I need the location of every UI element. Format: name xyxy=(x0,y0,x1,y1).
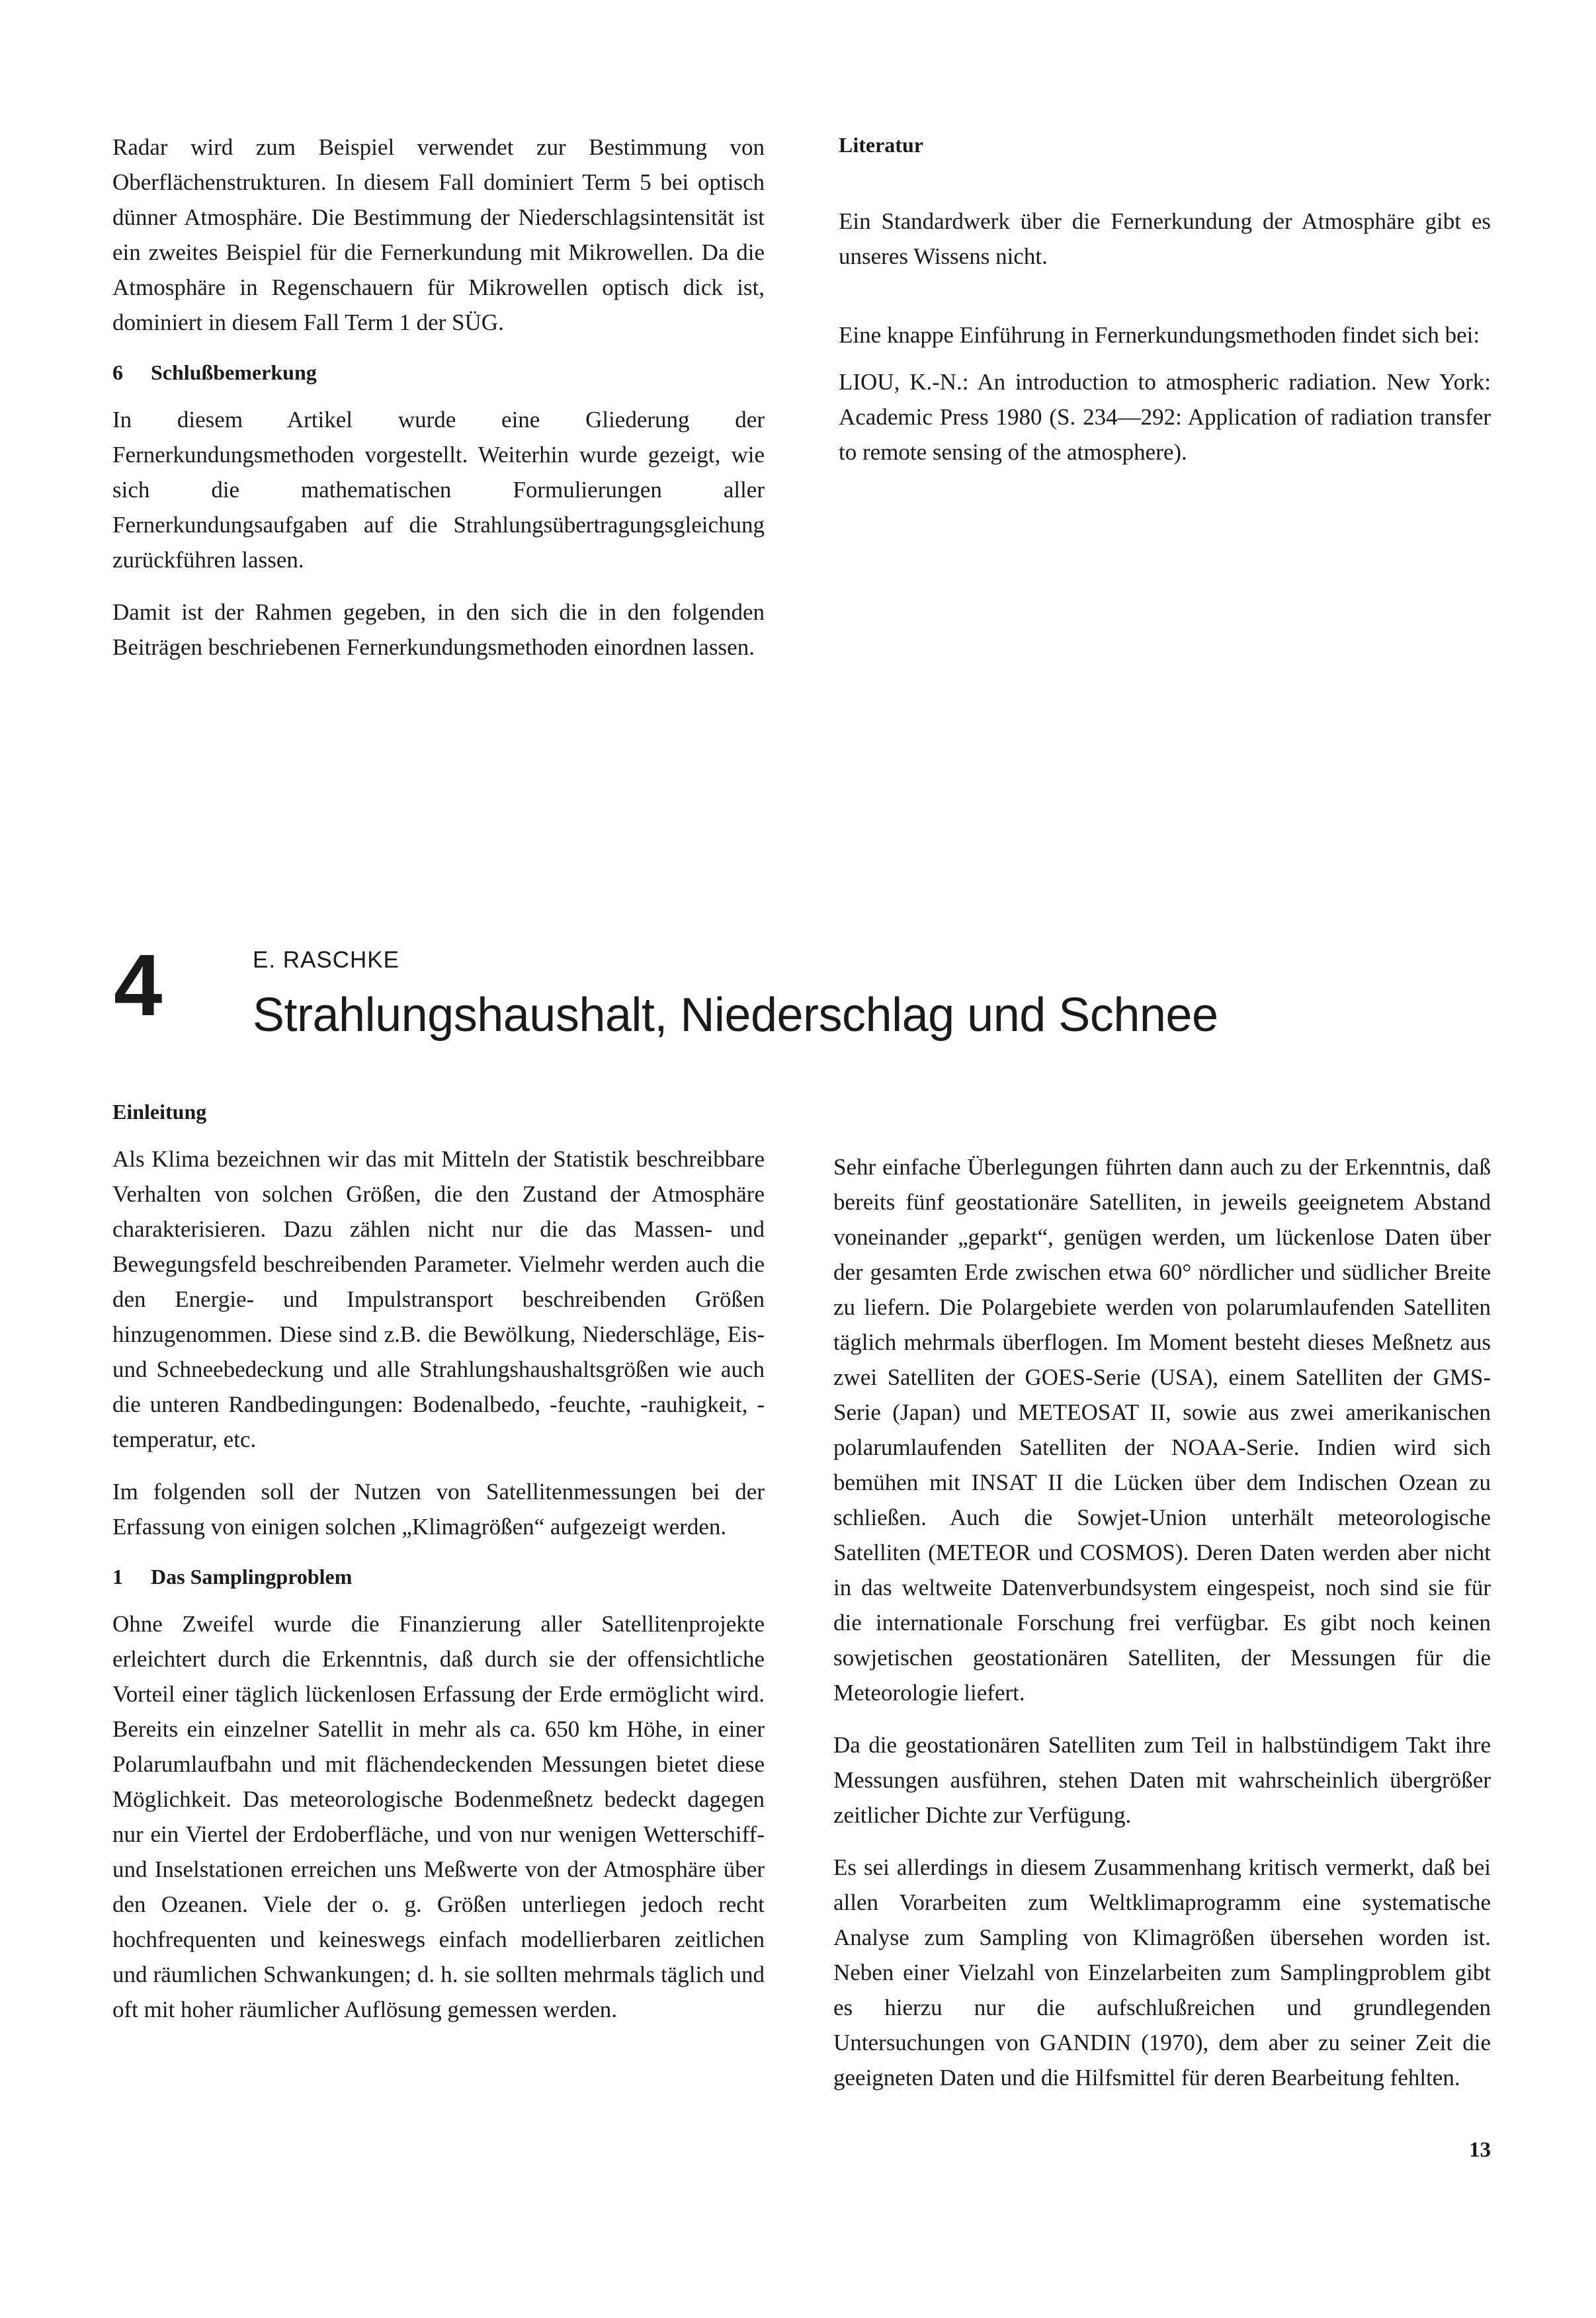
section-heading-sampling xyxy=(112,1561,765,1592)
paragraph-literature-note: Ein Standardwerk über die Fernerkundung der Atmosphäre gibt es unseres Wissens nicht. xyxy=(839,208,1491,269)
introduction-heading: Einleitung xyxy=(112,1100,207,1124)
section-title: Schlußbemerkung xyxy=(151,360,317,384)
paragraph-summary: In diesem Artikel wurde eine Gliederung der Fernerkundungsmethoden vorgestellt. Weiterhin wurde gezeigt, wie sich die mathematischen Formulierungen aller Fernerkundungsaufgaben auf die Strahlungsübertragungsgleichung zurückführen lassen. xyxy=(112,407,765,573)
paragraph-geostationary-satellites: Sehr einfache Überlegungen führten dann auch zu der Erkenntnis, daß bereits fünf geostationäre Satelliten, in jeweils geeignetem Abstand voneinander „geparkt“, genügen werden, um lückenlose Daten über der gesamten Erde zwischen etwa 60° nördlicher und südlicher Breite zu liefern. Die Polargebiete werden von polarumlaufenden Satelliten täglich mehrmals überflogen. Im Moment besteht dieses Meßnetz aus zwei Satelliten der GOES-Serie (USA), einem Satelliten der GMS-Serie (Japan) und METEOSAT II, sowie aus zwei amerikanischen polarumlaufenden Satelliten der NOAA-Serie. Indien wird sich bemühen mit INSAT II die Lücken über dem Indischen Ozean zu schließen. Auch die Sowjet-Union unterhält meteorologische Satelliten (METEOR und COSMOS). Deren Daten werden aber nicht in das weltweite Datenverbundsystem eingespeist, noch sind sie für die internationale Forschung frei verfügbar. Es gibt noch keinen sowjetischen geostationären Satelliten, der Messungen für die Meteorologie liefert. xyxy=(833,1154,1491,1706)
paragraph-framework: Damit ist der Rahmen gegeben, in den sich die in den folgenden Beiträgen beschriebenen Fernerkundungsmethoden einordnen lassen. xyxy=(112,599,765,660)
paragraph-remote-sensing-radar: Radar wird zum Beispiel verwendet zur Bestimmung von Oberflächenstrukturen. In diesem Fall dominiert Term 5 bei optisch dünner Atmosphäre. Die Bestimmung der Niederschlagsintensität ist ein zweites Beispiel für die Fernerkundung mit Mikrowellen. Da die Atmosphäre in Regenschauern für Mikrowellen optisch dick ist, dominiert in diesem Fall Term 1 der SÜG. xyxy=(112,134,765,335)
top-right-column xyxy=(839,130,1491,481)
literature-heading: Literatur xyxy=(839,133,923,157)
chapter-author: E. RASCHKE xyxy=(253,947,399,973)
literature-reference: LIOU, K.-N.: An introduction to atmospheric radiation. New York: Academic Press 1980 (S. 234—292: Application of radiation transfer to remote sensing of the atmosphere). xyxy=(839,369,1491,465)
bottom-left-column xyxy=(112,1097,765,2044)
paragraph-literature-intro: Eine knappe Einführung in Fernerkundungsmethoden findet sich bei: xyxy=(839,322,1480,348)
section-number: 1 xyxy=(112,1565,123,1589)
chapter-title: Strahlungshaushalt, Niederschlag und Schnee xyxy=(253,989,1218,1042)
paragraph-satellite-benefit: Im folgenden soll der Nutzen von Satellitenmessungen bei der Erfassung von einigen solchen „Klimagrößen“ aufgezeigt werden. xyxy=(112,1479,765,1540)
section-heading-schlussbemerkung xyxy=(112,357,765,388)
section-number: 6 xyxy=(112,360,123,384)
paragraph-temporal-density: Da die geostationären Satelliten zum Teil in halbstündigem Takt ihre Messungen ausführen, stehen Daten mit wahrscheinlich übergrößer zeitlicher Dichte zur Verfügung. xyxy=(833,1732,1491,1828)
chapter-number: 4 xyxy=(114,936,163,1034)
page-number: 13 xyxy=(1469,2138,1491,2162)
top-left-column xyxy=(112,130,765,682)
paragraph-climate-definition: Als Klima bezeichnen wir das mit Mitteln der Statistik beschreibbare Verhalten von solchen Größen, die den Zustand der Atmosphäre charakterisieren. Dazu zählen nicht nur die das Massen- und Bewegungsfeld beschreibenden Parameter. Vielmehr werden auch die den Energie- und Impulstransport beschreibenden Größen hinzugenommen. Diese sind z.B. die Bewölkung, Niederschläge, Eis- und Schneebedeckung und alle Strahlungshaushaltsgrößen wie auch die unteren Randbedingungen: Bodenalbedo, -feuchte, -rauhigkeit, -temperatur, etc. xyxy=(112,1146,765,1452)
bottom-right-column xyxy=(833,1149,1491,2112)
paragraph-sampling-problem: Ohne Zweifel wurde die Finanzierung aller Satellitenprojekte erleichtert durch die Erkenntnis, daß durch sie der offensichtliche Vorteil einer täglich lückenlosen Erfassung der Erde ermöglicht wird. Bereits ein einzelner Satellit in mehr als ca. 650 km Höhe, in einer Polarumlaufbahn und mit flächendeckenden Messungen bietet diese Möglichkeit. Das meteorologische Bodenmeßnetz bedeckt dagegen nur ein Viertel der Erdoberfläche, und von nur wenigen Wetterschiff- und Inselstationen erreichen uns Meßwerte von der Atmosphäre über den Ozeanen. Viele der o. g. Größen unterliegen jedoch recht hochfrequenten und keineswegs einfach modellierbaren zeitlichen und räumlichen Schwankungen; d. h. sie sollten mehrmals täglich und oft mit hoher räumlicher Auflösung gemessen werden. xyxy=(112,1611,765,2022)
section-title: Das Samplingproblem xyxy=(151,1565,353,1589)
paragraph-sampling-analysis: Es sei allerdings in diesem Zusammenhang kritisch vermerkt, daß bei allen Vorarbeiten zum Weltklimaprogramm eine systematische Analyse zum Sampling von Klimagrößen übersehen worden ist. Neben einer Vielzahl von Einzelarbeiten zum Samplingproblem gibt es hierzu nur die aufschlußreichen und grundlegenden Untersuchungen von GANDIN (1970), dem aber zu seiner Zeit die geeigneten Daten und die Hilfsmittel für deren Bearbeitung fehlten. xyxy=(833,1854,1491,2090)
